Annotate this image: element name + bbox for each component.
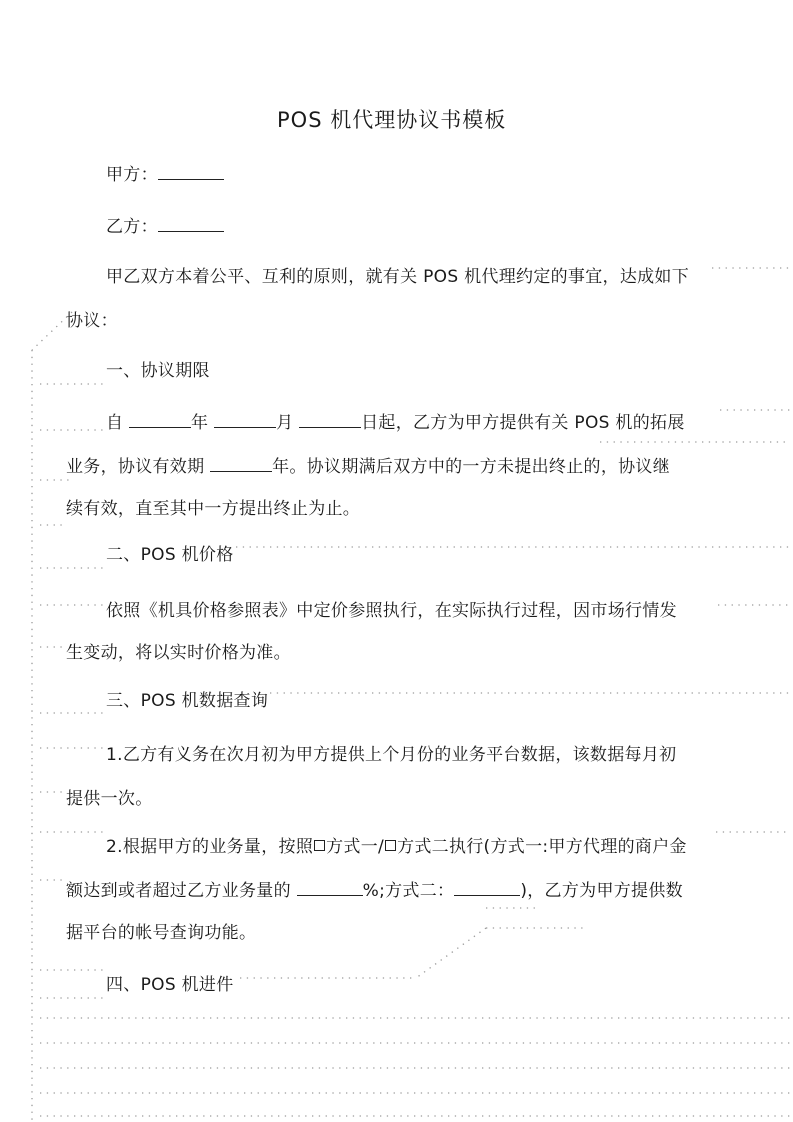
- volume-text: 额达到或者超过乙方业务量的: [66, 881, 291, 901]
- percent-blank[interactable]: [297, 879, 363, 896]
- method-1-label: 方式一/: [326, 837, 385, 857]
- day-rest-text: 日起，乙方为甲方提供有关 POS 机的拓展: [361, 413, 685, 433]
- section-2-line-2: 生变动，将以实时价格为准。: [66, 643, 291, 663]
- start-day-blank[interactable]: [299, 411, 361, 428]
- party-b-line: [106, 212, 224, 237]
- section-3-item-1-line-1: 1.乙方有义务在次月初为甲方提供上个月份的业务平台数据，该数据每月初: [106, 745, 677, 765]
- method-2-checkbox[interactable]: [385, 840, 396, 851]
- section-1-line-1: [106, 408, 685, 433]
- section-1-line-3: 续有效，直至其中一方提出终止为止。: [66, 499, 361, 519]
- method-2-blank[interactable]: [454, 879, 520, 896]
- party-a-blank[interactable]: [158, 163, 224, 180]
- document-title: POS 机代理协议书模板: [277, 108, 507, 132]
- section-4-heading: 四、POS 机进件: [106, 975, 234, 995]
- method-2-label: 方式二执行(方式一:甲方代理的商户金: [397, 837, 687, 857]
- section-2-line-1: 依照《机具价格参照表》中定价参照执行，在实际执行过程，因市场行情发: [106, 601, 677, 621]
- section-3-item-2-line-2: [66, 876, 683, 901]
- method-2-text: %;方式二：: [362, 881, 455, 901]
- party-b-label: 乙方：: [106, 217, 158, 237]
- section-2-heading: 二、POS 机价格: [106, 545, 234, 565]
- section-3-item-2-line-1: [106, 832, 687, 857]
- validity-label: 业务，协议有效期: [66, 457, 205, 477]
- month-label: 月: [276, 413, 294, 433]
- intro-line-2: 协议：: [66, 311, 118, 331]
- intro-line-1: 甲乙双方本着公平、互利的原则，就有关 POS 机代理约定的事宜，达成如下: [106, 267, 690, 287]
- section-1-heading: 一、协议期限: [106, 361, 210, 381]
- validity-rest-text: 年。协议期满后双方中的一方未提出终止的，协议继: [272, 457, 671, 477]
- party-b-blank[interactable]: [158, 215, 224, 232]
- start-month-blank[interactable]: [214, 411, 276, 428]
- from-label: 自: [106, 413, 124, 433]
- item-2-intro: 2.根据甲方的业务量，按照: [106, 837, 314, 857]
- section-3-item-2-line-3: 据平台的帐号查询功能。: [66, 923, 257, 943]
- party-a-label: 甲方：: [106, 165, 158, 185]
- section-3-item-1-line-2: 提供一次。: [66, 789, 153, 809]
- section-3-heading: 三、POS 机数据查询: [106, 691, 269, 711]
- validity-years-blank[interactable]: [210, 455, 272, 472]
- party-a-line: [106, 160, 224, 185]
- section-1-line-2: [66, 452, 670, 477]
- year-label: 年: [191, 413, 209, 433]
- method-1-checkbox[interactable]: [314, 840, 325, 851]
- provide-text: )，乙方为甲方提供数: [520, 881, 683, 901]
- start-year-blank[interactable]: [129, 411, 191, 428]
